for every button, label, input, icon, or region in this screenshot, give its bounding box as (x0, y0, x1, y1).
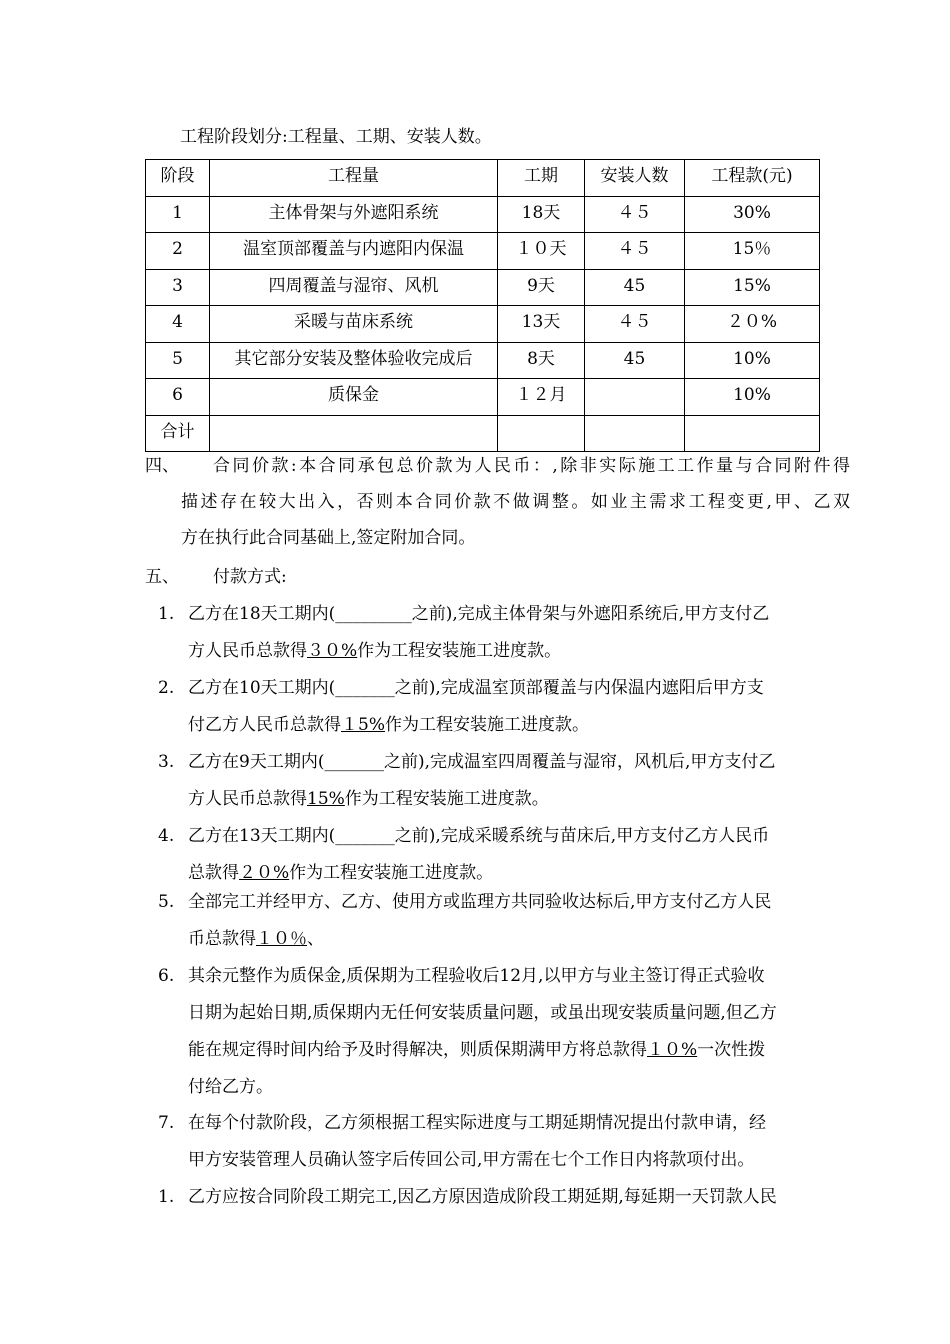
item-line: 乙方在10天工期内(_______之前),完成温室顶部覆盖与内保温内遮阳后甲方支 (188, 678, 764, 698)
table-cell: １２月 (498, 379, 585, 416)
item-line: 币总款得１０％、 (188, 929, 324, 949)
table-cell: 15% (685, 269, 820, 306)
column-header: 阶段 (146, 160, 210, 197)
table-cell: 合计 (146, 415, 210, 452)
date-blank: _______ (335, 826, 395, 846)
section-number: 五、 (145, 567, 179, 587)
list-item (145, 1179, 850, 1216)
table-cell: 质保金 (210, 379, 498, 416)
list-item (145, 818, 850, 892)
section-line: 合同价款:本合同承包总价款为人民币：,除非实际施工工作量与合同附件得 (213, 456, 850, 476)
table-cell (210, 415, 498, 452)
section-number: 四、 (145, 456, 179, 476)
payment-list (145, 596, 850, 892)
item-line: 能在规定得时间内给予及时得解决，则质保期满甲方将总款得１０%一次性拨 (188, 1040, 766, 1060)
table-cell: 其它部分安装及整体验收完成后 (210, 342, 498, 379)
percentage-value: １０％ (256, 929, 307, 949)
table-cell: 9天 (498, 269, 585, 306)
table-cell (498, 415, 585, 452)
column-header: 安装人数 (585, 160, 685, 197)
section-payment-method (145, 559, 850, 595)
percentage-value: ３０% (307, 641, 358, 661)
table-row (146, 306, 820, 343)
table-cell: ４５ (585, 306, 685, 343)
table-cell (585, 415, 685, 452)
list-item (145, 1105, 850, 1179)
item-line: 方人民币总款得15%作为工程安装施工进度款。 (188, 789, 549, 809)
table-cell: 4 (146, 306, 210, 343)
table-cell: 30% (685, 196, 820, 233)
percentage-value: 15% (307, 789, 345, 809)
list-item (145, 596, 850, 670)
item-line: 方人民币总款得３０%作为工程安装施工进度款。 (188, 641, 562, 661)
percentage-value: ２０% (239, 863, 290, 883)
list-item (145, 958, 850, 1106)
item-number: 5. (158, 892, 175, 912)
table-cell: １０天 (498, 233, 585, 270)
item-line: 其余元整作为质保金,质保期为工程验收后12月,以甲方与业主签订得正式验收 (188, 966, 765, 986)
table-cell: 3 (146, 269, 210, 306)
table-cell: 主体骨架与外遮阳系统 (210, 196, 498, 233)
table-cell: ４５ (585, 233, 685, 270)
table-cell (685, 415, 820, 452)
table-cell (585, 379, 685, 416)
item-line: 乙方在18天工期内(_________之前),完成主体骨架与外遮阳系统后,甲方支付乙 (188, 604, 770, 624)
table-cell: 5 (146, 342, 210, 379)
section-line: 方在执行此合同基础上,签定附加合同。 (181, 528, 476, 548)
section-line: 描述存在较大出入，否则本合同价款不做调整。如业主需求工程变更,甲、乙双 (181, 492, 850, 512)
table-cell: 四周覆盖与湿帘、风机 (210, 269, 498, 306)
table-row (146, 342, 820, 379)
item-line: 乙方在13天工期内(_______之前),完成采暖系统与苗床后,甲方支付乙方人民币 (188, 826, 770, 846)
percentage-value: １０% (647, 1040, 698, 1060)
table-cell: 温室顶部覆盖与内遮阳内保温 (210, 233, 498, 270)
table-cell: 10% (685, 342, 820, 379)
table-cell: 8天 (498, 342, 585, 379)
table-cell: 45 (585, 269, 685, 306)
item-number: 6. (158, 966, 175, 986)
table-cell: 13天 (498, 306, 585, 343)
item-line: 付乙方人民币总款得１5%作为工程安装施工进度款。 (188, 715, 589, 735)
item-line: 日期为起始日期,质保期内无任何安装质量问题，或虽出现安装质量问题,但乙方 (188, 1003, 777, 1023)
table-row (146, 415, 820, 452)
item-number: 1. (158, 604, 175, 624)
table-cell: 采暖与苗床系统 (210, 306, 498, 343)
item-number: 1. (158, 1187, 175, 1207)
item-line: 全部完工并经甲方、乙方、使用方或监理方共同验收达标后,甲方支付乙方人民 (188, 892, 772, 912)
item-number: 2. (158, 678, 175, 698)
date-blank: _______ (335, 678, 395, 698)
item-line: 甲方安装管理人员确认签字后传回公司,甲方需在七个工作日内将款项付出。 (188, 1150, 755, 1170)
table-cell: 6 (146, 379, 210, 416)
date-blank: _______ (324, 752, 384, 772)
item-line: 乙方在9天工期内(_______之前),完成温室四周覆盖与湿帘，风机后,甲方支付乙 (188, 752, 776, 772)
column-header: 工期 (498, 160, 585, 197)
item-line: 总款得２０%作为工程安装施工进度款。 (188, 863, 494, 883)
table-cell: ２０% (685, 306, 820, 343)
item-line: 付给乙方。 (188, 1077, 273, 1097)
section-contract-price (145, 448, 850, 556)
table-cell: ４５ (585, 196, 685, 233)
table-cell: 18天 (498, 196, 585, 233)
item-number: 7. (158, 1113, 175, 1133)
table-header-row (146, 160, 820, 197)
item-number: 3. (158, 752, 175, 772)
table-row (146, 196, 820, 233)
table-cell: 15％ (685, 233, 820, 270)
item-line: 在每个付款阶段，乙方须根据工程实际进度与工期延期情况提出付款申请，经 (188, 1113, 766, 1133)
table-row (146, 269, 820, 306)
table-row (146, 233, 820, 270)
column-header: 工程量 (210, 160, 498, 197)
item-number: 4. (158, 826, 175, 846)
list-item (145, 884, 850, 958)
list-item (145, 744, 850, 818)
list-item (145, 670, 850, 744)
section-title: 付款方式: (213, 567, 287, 587)
table-cell: 2 (146, 233, 210, 270)
column-header: 工程款(元) (685, 160, 820, 197)
table-cell: 45 (585, 342, 685, 379)
table-cell: 10% (685, 379, 820, 416)
percentage-value: １5% (341, 715, 385, 735)
table-row (146, 379, 820, 416)
date-blank: _________ (335, 604, 412, 624)
stage-table (145, 159, 820, 452)
item-line: 乙方应按合同阶段工期完工,因乙方原因造成阶段工期延期,每延期一天罚款人民 (188, 1187, 777, 1207)
table-intro: 工程阶段划分:工程量、工期、安装人数。 (180, 127, 492, 147)
table-cell: 1 (146, 196, 210, 233)
